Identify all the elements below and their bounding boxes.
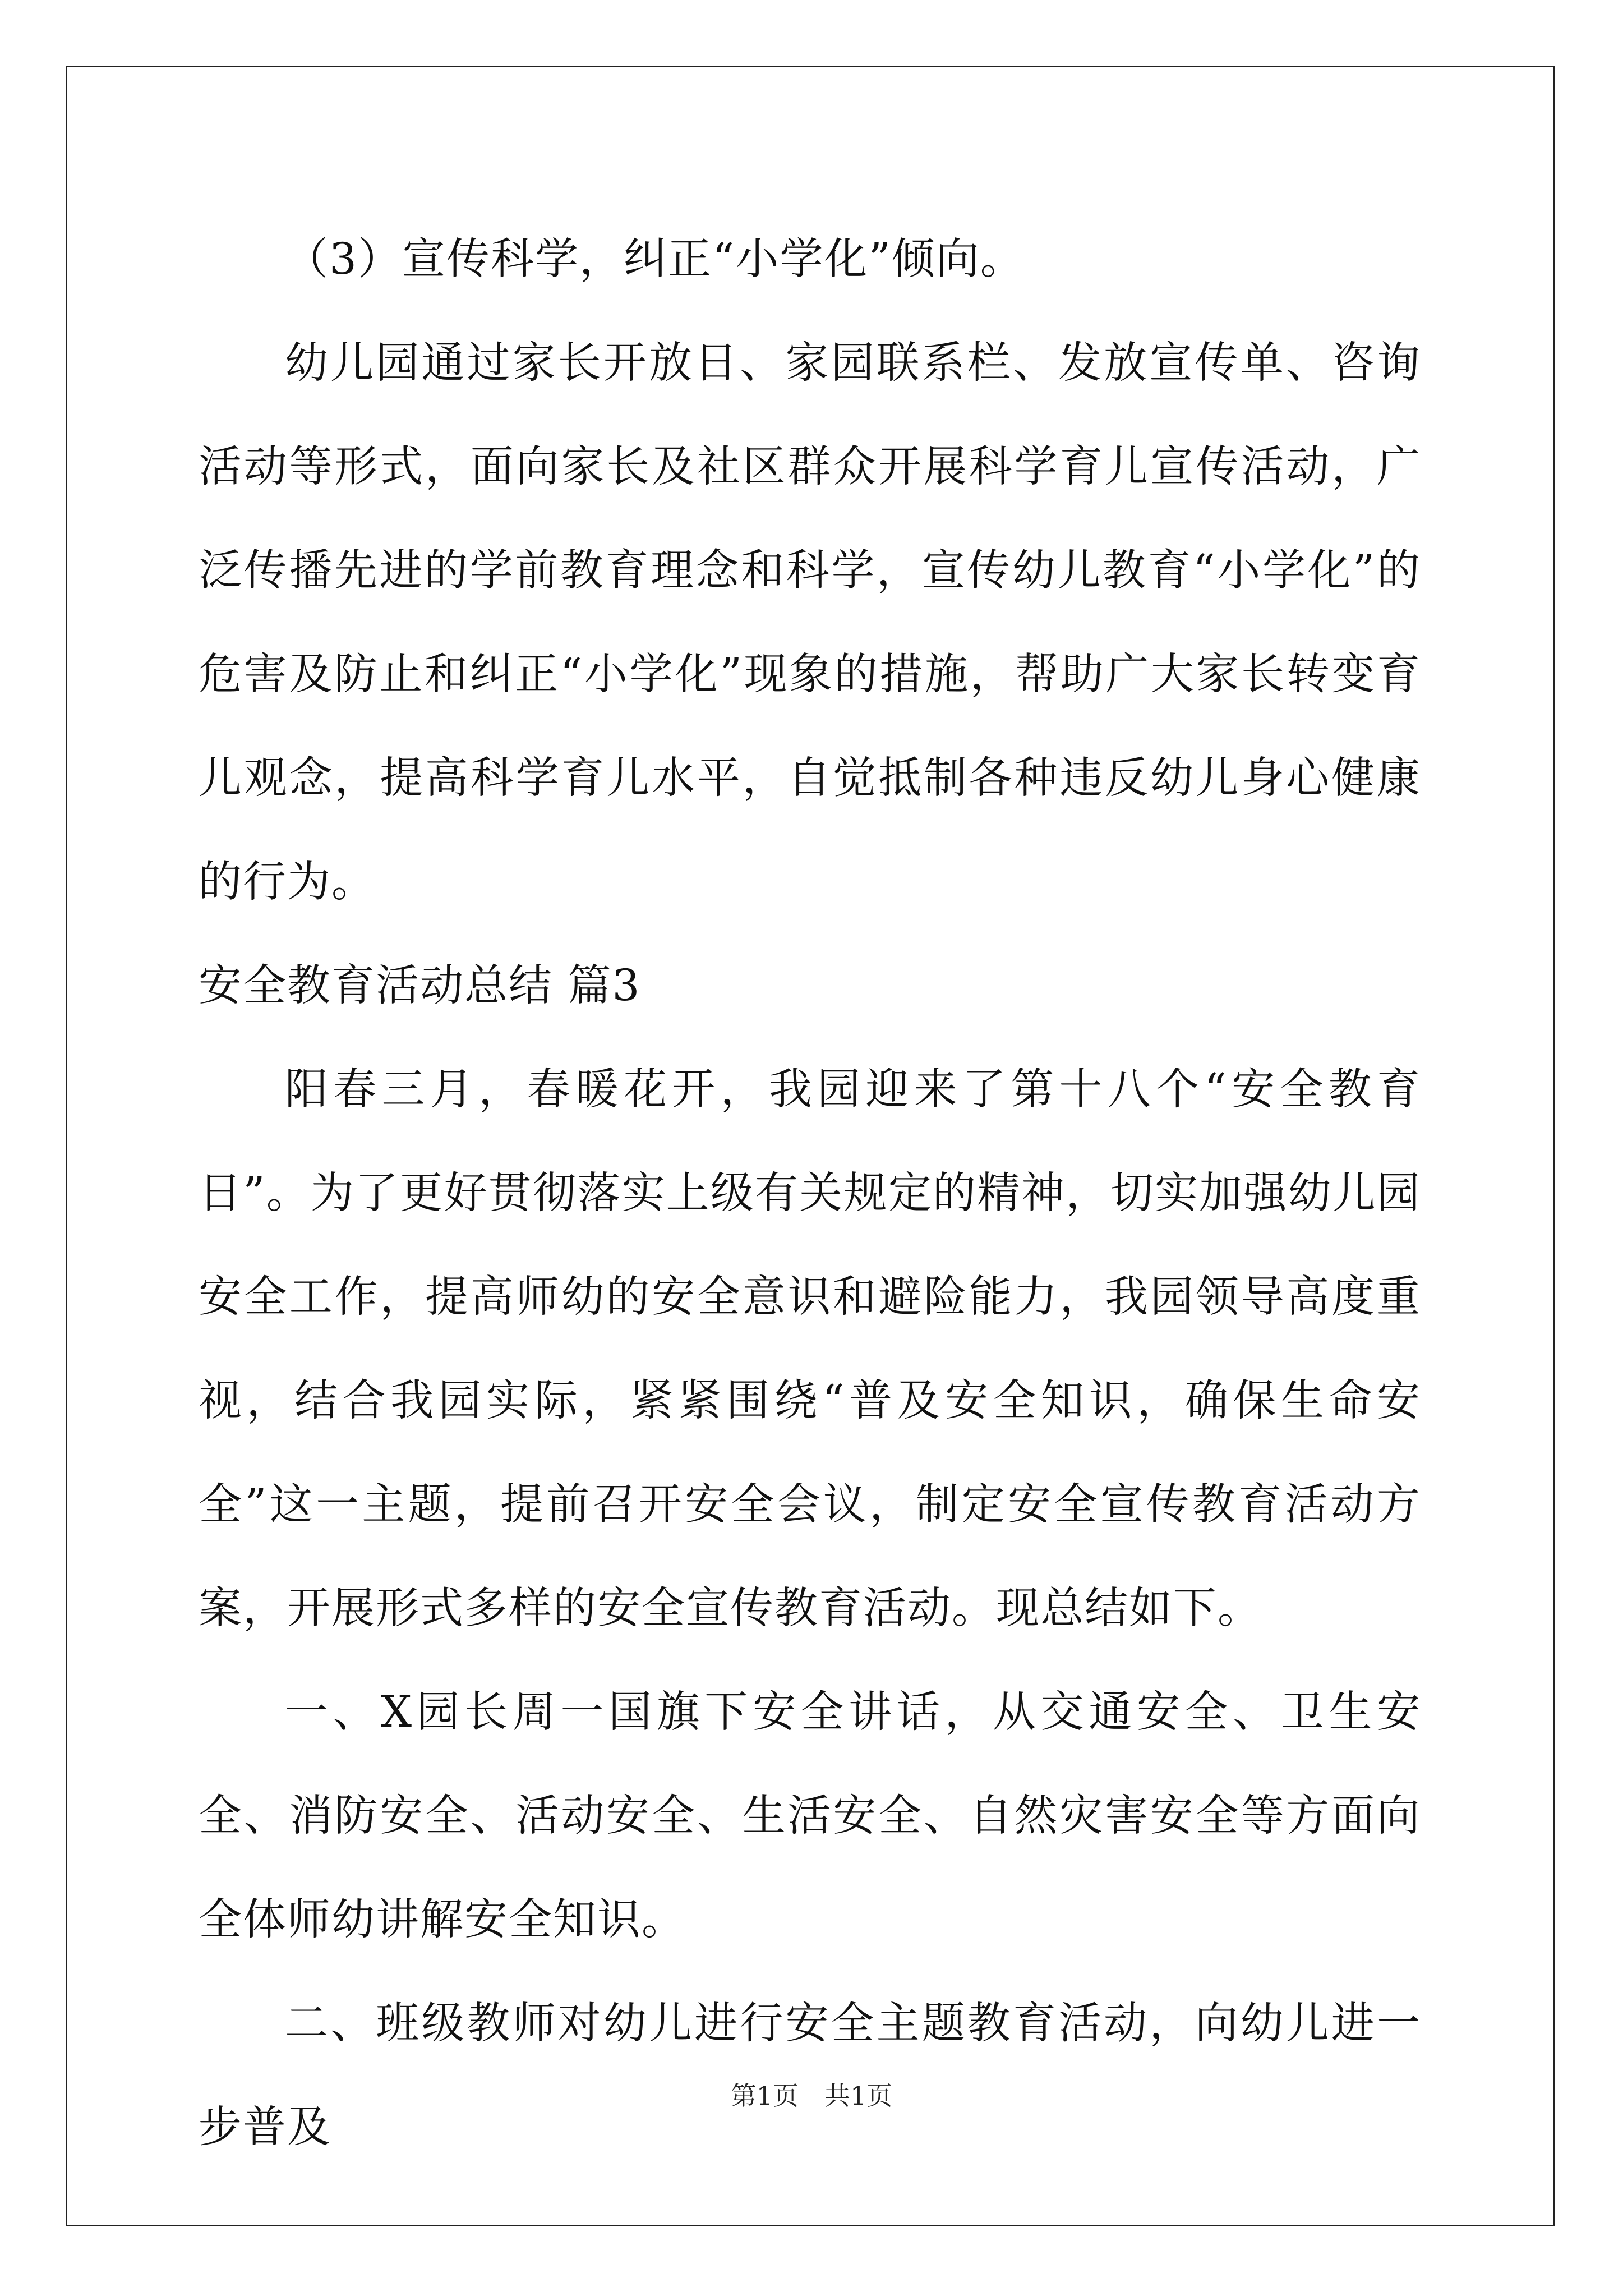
section-heading: 安全教育活动总结 篇3 [199,961,641,1011]
paragraph-5: 二、班级教师对幼儿进行安全主题教育活动，向幼儿进一步普及 [199,1999,1421,2152]
paragraph-3: 阳春三月，春暖花开，我园迎来了第十八个“安全教育日”。为了更好贯彻落实上级有关规定的精神，切实加强幼儿园安全工作，提高师幼的安全意识和避险能力，我园领导高度重视，结合我园实际，紧紧围绕“普及安全知识，确保生命安全”这一主题，提前召开安全会议，制定安全宣传教育活动方案，开展形式多样的安全宣传教育活动。现总结如下。 [199,1065,1421,1634]
paragraph-2: 幼儿园通过家长开放日、家园联系栏、发放宣传单、咨询活动等形式，面向家长及社区群众开展科学育儿宣传活动，广泛传播先进的学前教育理念和科学，宣传幼儿教育“小学化”的危害及防止和纠正“小学化”现象的措施，帮助广大家长转变育儿观念，提高科学育儿水平，自觉抵制各种违反幼儿身心健康的行为。 [199,338,1421,907]
page-footer: 第1页 共1页 [730,2081,893,2111]
document-body [199,208,1421,2179]
paragraph-1: （3）宣传科学，纠正“小学化”倾向。 [285,234,1025,284]
paragraph-4: 一、X园长周一国旗下安全讲话，从交通安全、卫生安全、消防安全、活动安全、生活安全、自然灾害安全等方面向全体师幼讲解安全知识。 [199,1687,1421,1945]
